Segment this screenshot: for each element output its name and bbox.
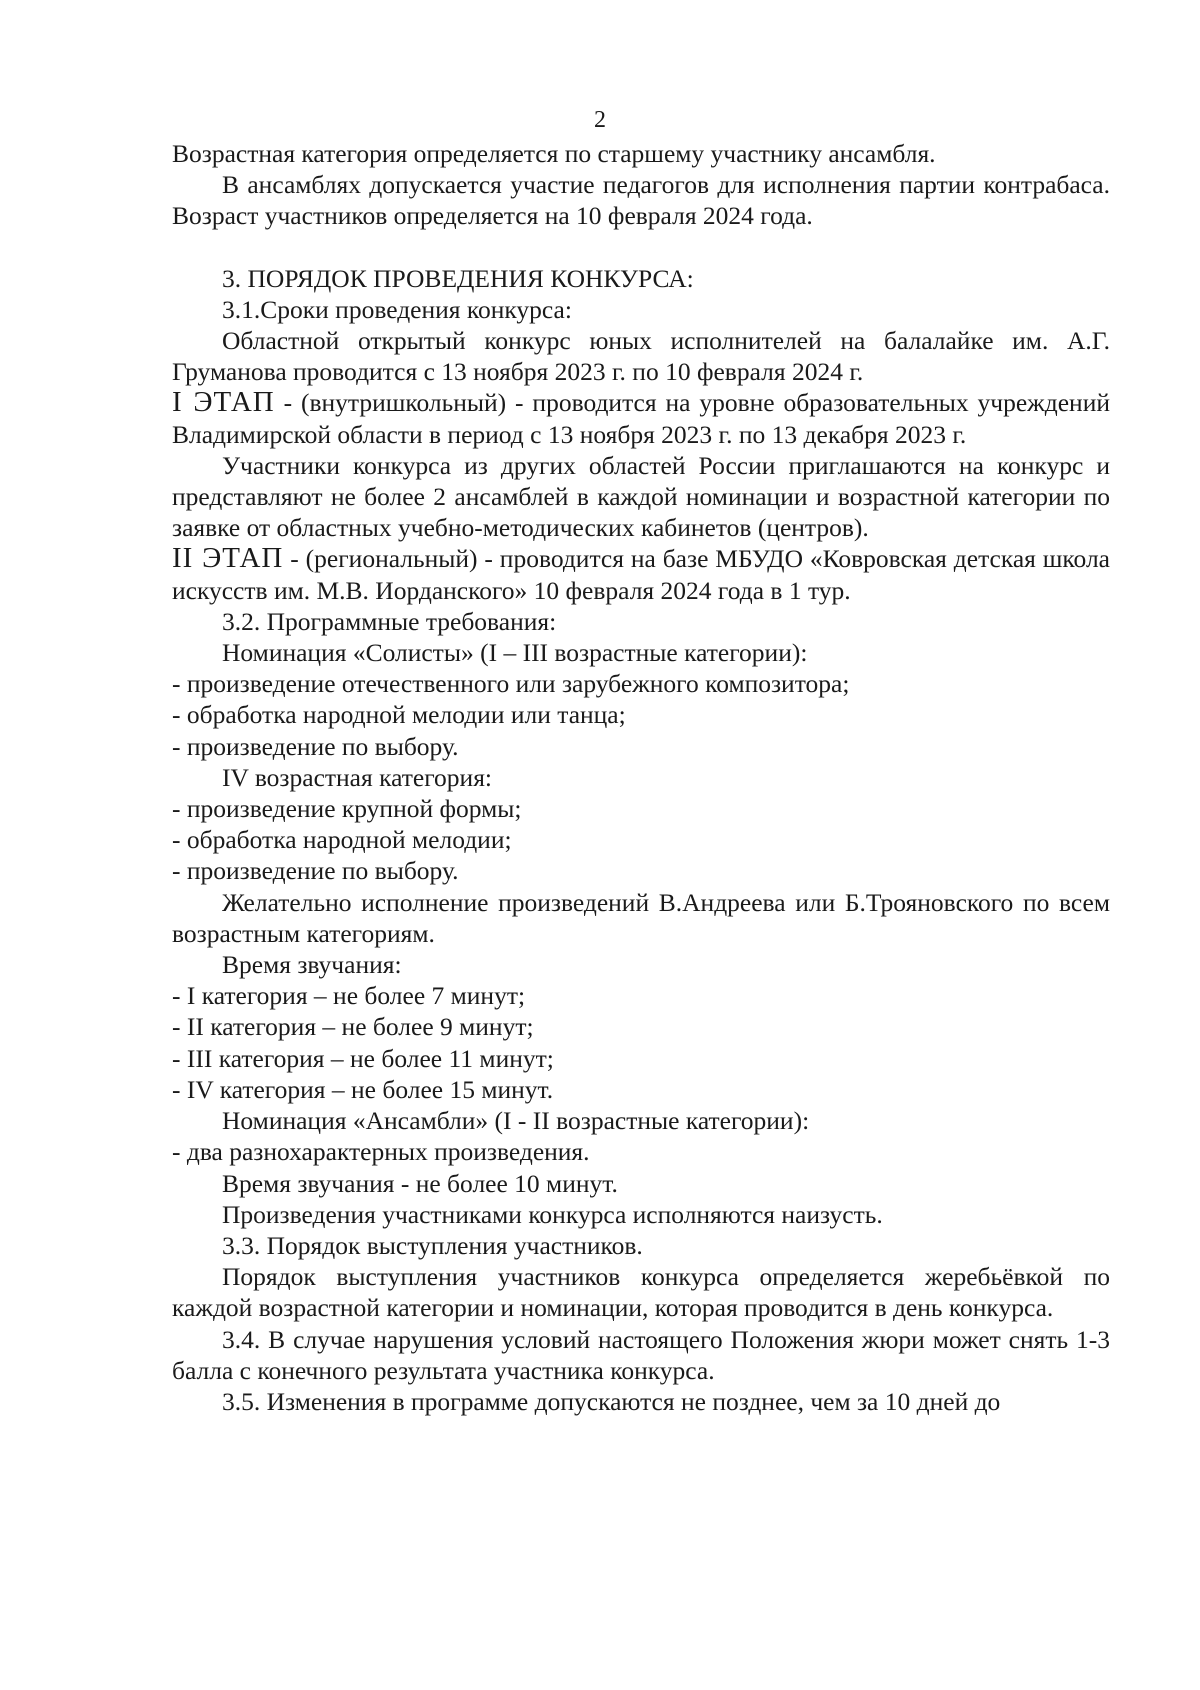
list-item: - произведение по выбору. — [172, 856, 459, 886]
paragraph-3-4: 3.4. В случае нарушения условий настоящего Положения жюри может снять 1-3 балла с конечного результата участника конкурса. — [172, 1324, 1110, 1385]
stage-2-mark: II ЭТАП — [172, 542, 284, 575]
paragraph-order: Порядок выступления участников конкурса определяется жеребьёвкой по каждой возрастной категории и номинации, которая проводится в день конкурса. — [172, 1262, 1110, 1323]
list-item: - обработка народной мелодии; — [172, 825, 512, 855]
paragraph-contest-dates: Областной открытый конкурс юных исполнителей на балалайке им. А.Г. Груманова проводится с 13 ноября 2023 г. по 10 февраля 2024 г. — [172, 326, 1110, 387]
paragraph-other-regions: Участники конкурса из других областей России приглашаются на конкурс и представляют не более 2 ансамблей в каждой номинации и возрастной категории по заявке от областных учебно-методических кабинетов (центров). — [172, 450, 1110, 543]
paragraph-stage-1 — [172, 387, 1110, 449]
list-item: - произведение отечественного или зарубежного композитора; — [172, 669, 850, 699]
section-3-title: 3. ПОРЯДОК ПРОВЕДЕНИЯ КОНКУРСА: — [222, 263, 694, 293]
list-item: - обработка народной мелодии или танца; — [172, 700, 626, 730]
stage-1-text: - (внутришкольный) - проводится на уровне образовательных учреждений Владимирской области в период с 13 ноября 2023 г. по 13 декабря 2023 г. — [172, 388, 1110, 449]
list-item: - два разнохарактерных произведения. — [172, 1137, 590, 1167]
subsection-3-1-title: 3.1.Сроки проведения конкурса: — [222, 294, 572, 324]
ensembles-time: Время звучания - не более 10 минут. — [222, 1168, 618, 1198]
paragraph-stage-2 — [172, 543, 1110, 605]
stage-1-mark: I ЭТАП — [172, 386, 275, 419]
paragraph-age-category: Возрастная категория определяется по старшему участнику ансамбля. — [172, 139, 936, 168]
list-item: - III категория – не более 11 минут; — [172, 1043, 554, 1073]
paragraph-teachers: В ансамблях допускается участие педагогов для исполнения партии контрабаса. Возраст участников определяется на 10 февраля 2024 года. — [172, 170, 1110, 231]
list-item: - произведение крупной формы; — [172, 794, 522, 824]
time-title: Время звучания: — [222, 950, 402, 980]
list-item: - IV категория – не более 15 минут. — [172, 1074, 554, 1104]
stage-2-text: - (региональный) - проводится на базе МБУДО «Ковровская детская школа искусств им. М.В. Иорданского» 10 февраля 2024 года в 1 тур. — [172, 544, 1110, 605]
ensembles-title: Номинация «Ансамбли» (I - II возрастные категории): — [222, 1106, 810, 1136]
page-number: 2 — [594, 107, 606, 133]
document-body — [172, 138, 1110, 1417]
list-item: - I категория – не более 7 минут; — [172, 981, 526, 1011]
subsection-3-3-title: 3.3. Порядок выступления участников. — [222, 1230, 643, 1260]
paragraph-by-heart: Произведения участниками конкурса исполняются наизусть. — [222, 1199, 883, 1229]
list-item: - II категория – не более 9 минут; — [172, 1012, 534, 1042]
paragraph-3-5: 3.5. Изменения в программе допускаются не позднее, чем за 10 дней до — [222, 1386, 1001, 1416]
category-4-title: IV возрастная категория: — [222, 762, 493, 792]
paragraph-desirable: Желательно исполнение произведений В.Андреева или Б.Трояновского по всем возрастным категориям. — [172, 887, 1110, 948]
soloists-title: Номинация «Солисты» (I – III возрастные категории): — [222, 638, 808, 668]
list-item: - произведение по выбору. — [172, 731, 459, 761]
subsection-3-2-title: 3.2. Программные требования: — [222, 606, 557, 636]
